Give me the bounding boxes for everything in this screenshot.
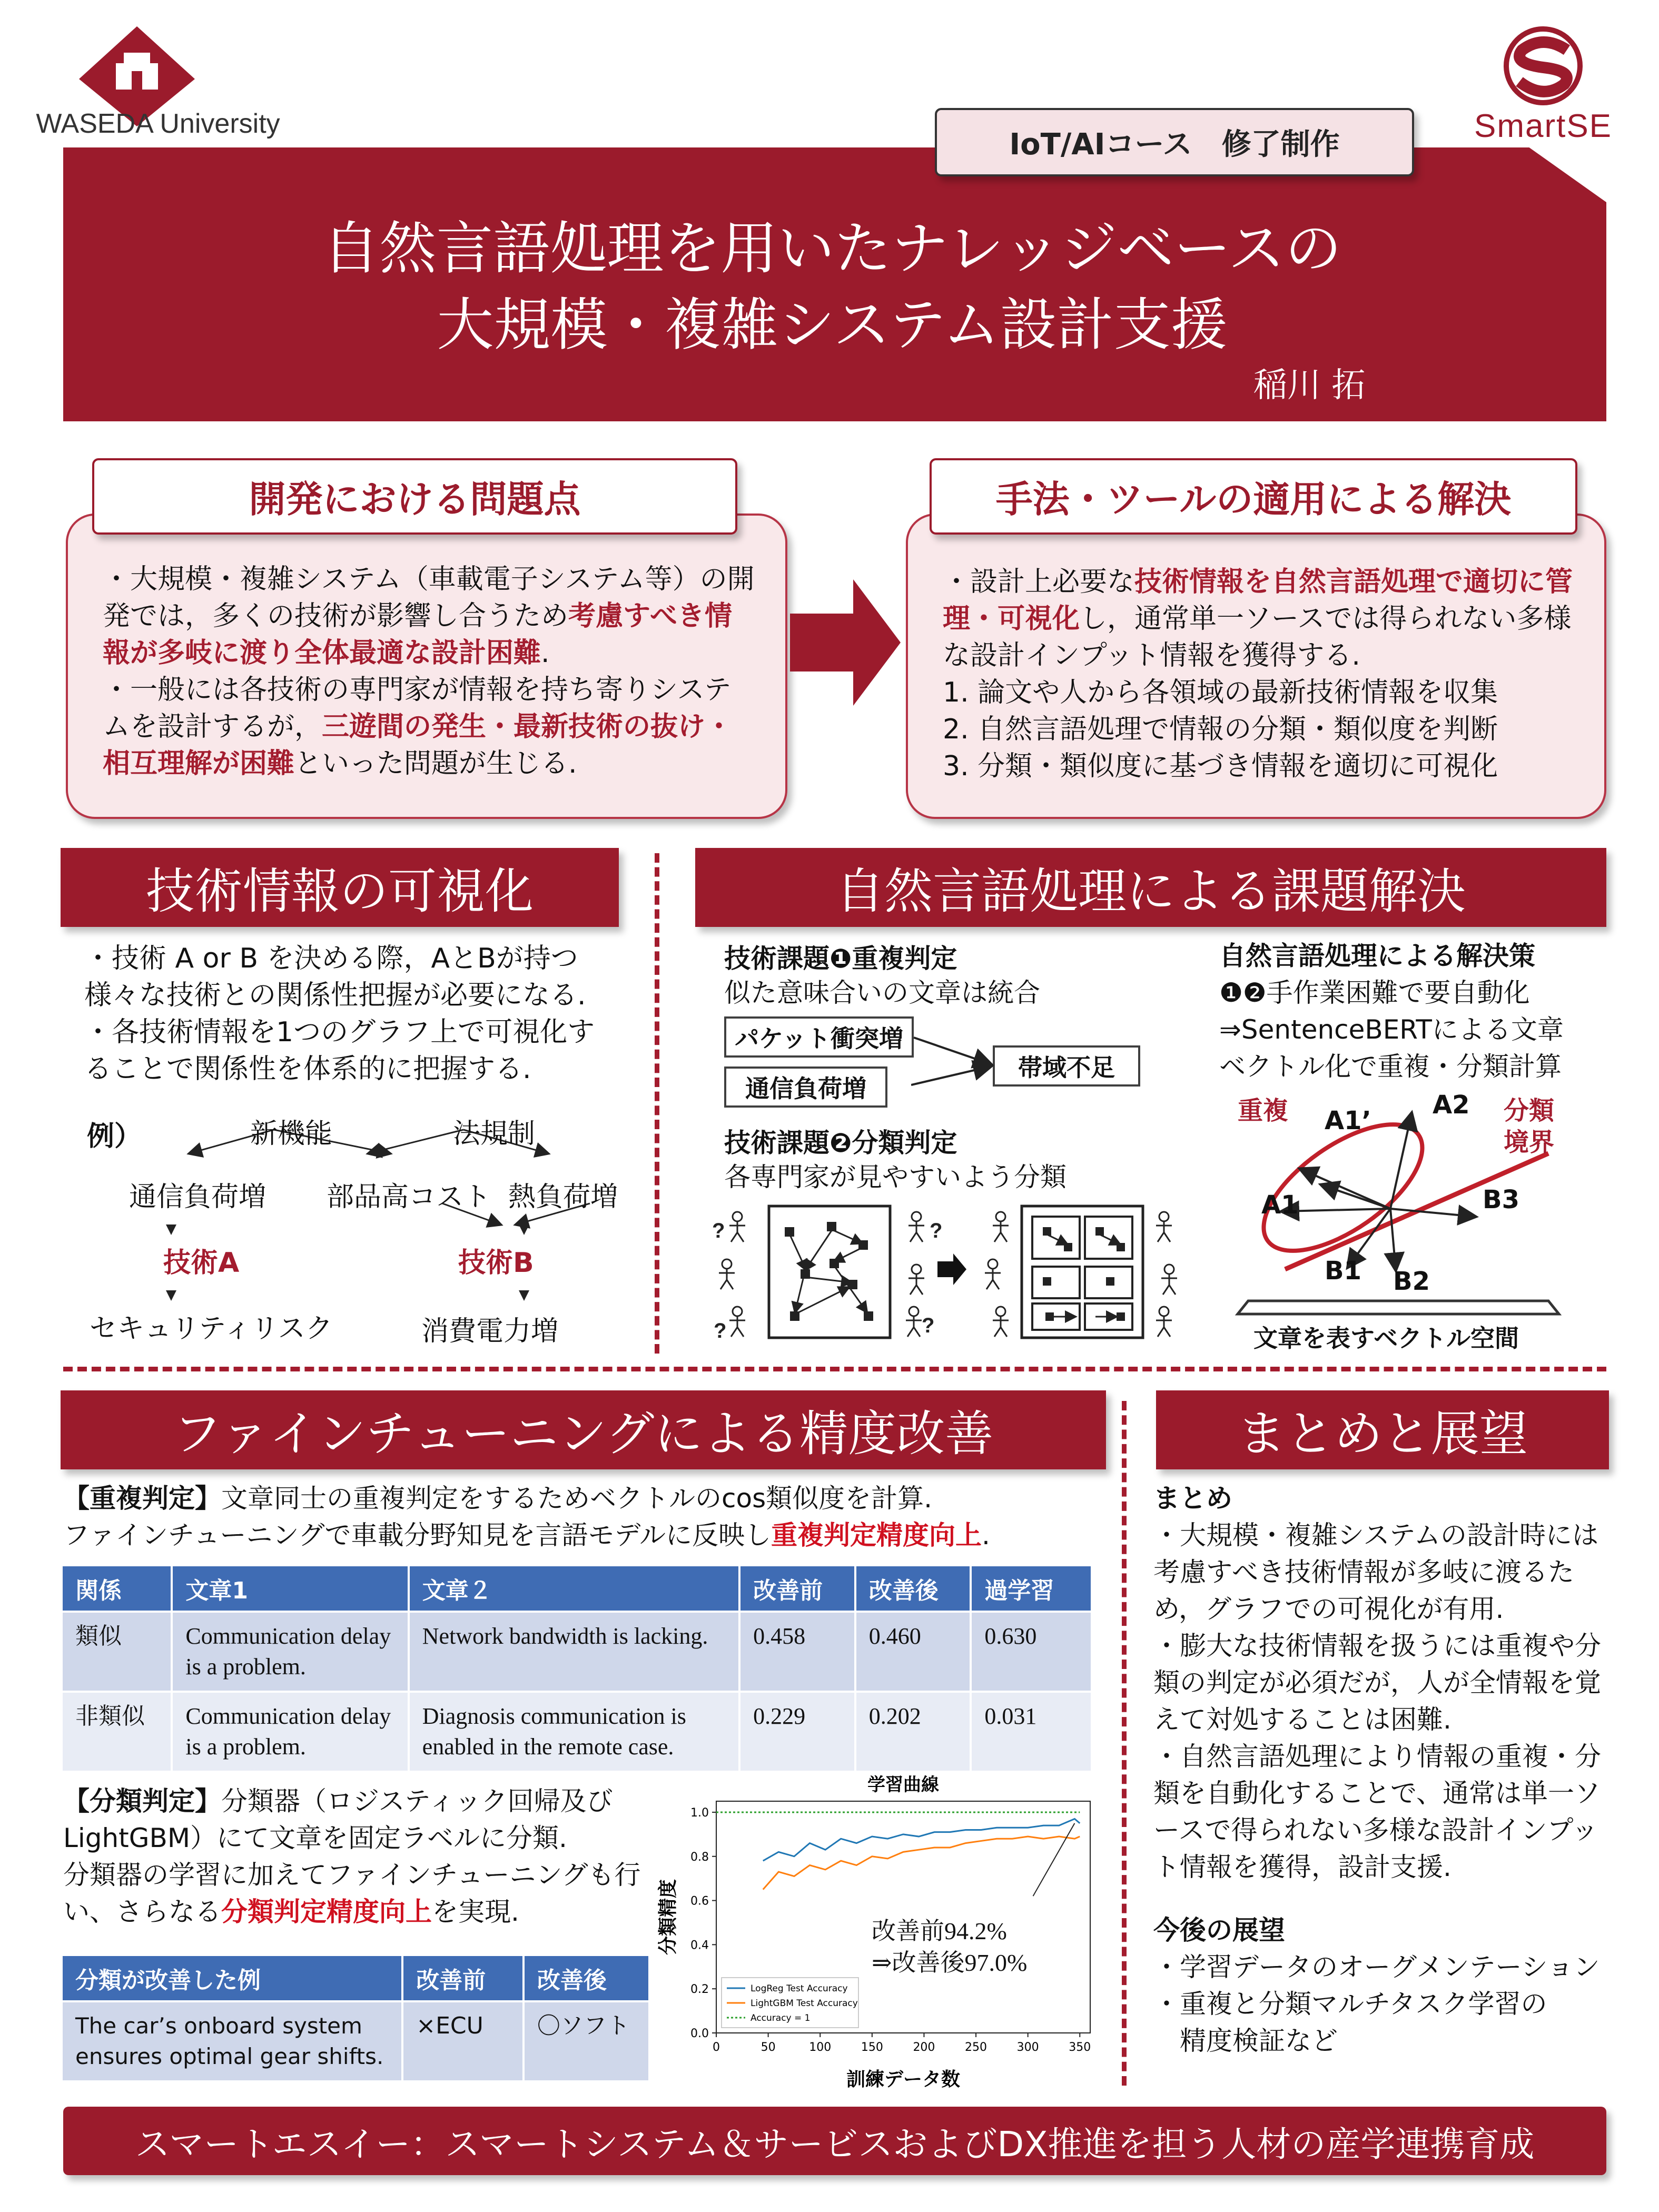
dup-highlight: 重複判定精度向上 [771, 1520, 982, 1551]
x-tick-label: 50 [761, 2041, 776, 2054]
table-cell: The car’s onboard system ensures optimal gear shifts. [62, 2001, 402, 2081]
y-tick-label: 0.2 [690, 1983, 709, 1997]
cls-th-after: 改善後 [524, 1955, 649, 2001]
summary-heading: まとめと展望 [1156, 1390, 1609, 1469]
table-cell: Diagnosis communication is enabled in the remote case. [409, 1692, 739, 1772]
node-new-feature: 新機能 [250, 1118, 333, 1150]
example-label: 例） [87, 1121, 142, 1152]
chart-annotation-line-2: ⇒改善後97.0% [872, 1949, 1028, 1976]
dup-table-header [62, 1565, 1092, 1612]
nlp-heading: 自然言語処理による課題解決 [695, 848, 1606, 927]
node-security: セキュリティリスク [90, 1313, 333, 1345]
vec-label-b3: B3 [1483, 1185, 1519, 1214]
y-tick-label: 1.0 [690, 1806, 709, 1820]
smartse-emblem-icon [1454, 26, 1633, 105]
cls-th-example: 分類が改善した例 [62, 1955, 402, 2001]
svg-text:?: ? [930, 1219, 943, 1242]
vec-label-a1p: A1’ [1325, 1106, 1371, 1135]
node-power: 消費電力増 [421, 1316, 559, 1347]
vector-space-caption: 文章を表すベクトル空間 [1253, 1324, 1519, 1352]
dup-text-b: ファインチューニングで車載分野知見を言語モデルに反映し [63, 1520, 771, 1551]
visualize-line-1: ・技術 A or B を決める際，AとBが持つ様々な技術との関係性把握が必要になる. [84, 943, 586, 1011]
table-row [62, 1692, 1092, 1772]
solution-step-1: 1. 論文や人から各領域の最新技術情報を収集 [943, 677, 1498, 708]
table-cell: 非類似 [62, 1692, 172, 1772]
smartse-name: SmartSE [1474, 108, 1613, 144]
table-cell: ×ECU [402, 2001, 524, 2081]
legend-label-1: LogReg Test Accuracy [750, 1983, 848, 1994]
university-name: WASEDA University [36, 108, 280, 139]
dup-line-2 [63, 1517, 1117, 1554]
table-row [62, 1612, 1092, 1692]
legend-label-3: Accuracy = 1 [750, 2013, 811, 2023]
summary-item-1: ・大規模・複雑システムの設計時には考慮すべき技術情報が多岐に渡るため，グラフでの可視化が有用. [1153, 1520, 1598, 1624]
vec-label-class-a: 分類 [1504, 1096, 1555, 1125]
divider-vertical-1 [655, 853, 659, 1354]
pill-packet: パケット衝突増 [724, 1016, 914, 1058]
divider-vertical-2 [1122, 1401, 1127, 2086]
dup-th-sentence2: 文章２ [409, 1565, 739, 1612]
solution-p1: ・設計上必要な [943, 566, 1135, 598]
footer-banner: スマートエスイー：スマートシステム＆サービスおよびDX推進を担う人材の産学連携育成 [63, 2107, 1606, 2175]
future-item-3: 精度検証など [1153, 2026, 1338, 2056]
visualize-heading: 技術情報の可視化 [61, 848, 619, 927]
y-tick-label: 0.8 [690, 1850, 709, 1864]
solution-heading: 手法・ツールの適用による解決 [930, 458, 1577, 535]
task2-desc: 各専門家が見やすいよう分類 [724, 1162, 1066, 1192]
x-tick-label: 0 [713, 2041, 720, 2054]
vec-label-b2: B2 [1393, 1267, 1430, 1296]
dup-th-after: 改善後 [855, 1565, 971, 1612]
y-axis-label: 分類精度 [657, 1879, 679, 1956]
svg-text:?: ? [714, 1319, 727, 1342]
solution-p1-end: し，通常単一ソースでは得られない多様な設計インプット情報を獲得する. [943, 603, 1572, 671]
future-item-2: ・重複と分類マルチタスク学習の [1153, 1989, 1547, 2019]
node-tech-b: 技術B [458, 1247, 534, 1279]
cls-text-a: 分類器（ロジスティック回帰及びLightGBM）にて文章を固定ラベルに分類. [63, 1786, 613, 1853]
dup-table [61, 1564, 1093, 1773]
y-tick-label: 0.4 [690, 1939, 709, 1952]
solution-step-2: 2. 自然言語処理で情報の分類・類似度を判断 [943, 714, 1498, 745]
task2-title: 技術課題❷分類判定 [724, 1128, 957, 1158]
x-tick-label: 100 [809, 2041, 832, 2054]
table-cell: 0.630 [971, 1612, 1092, 1692]
x-axis-label: 訓練データ数 [846, 2069, 961, 2090]
title-line1: 自然言語処理を用いたナレッジベースの [322, 216, 1342, 282]
table-cell: 0.229 [739, 1692, 855, 1772]
finetune-heading: ファインチューニングによる精度改善 [61, 1390, 1106, 1469]
table-cell: 〇ソフト [524, 2001, 649, 2081]
dup-text-c: . [982, 1520, 990, 1551]
problem-text [103, 561, 756, 782]
task1-title: 技術課題❶重複判定 [724, 943, 957, 974]
table-cell: 0.202 [855, 1692, 971, 1772]
chart-title: 学習曲線 [867, 1774, 939, 1795]
y-tick-label: 0.6 [690, 1894, 709, 1908]
cls-text-c: を実現. [432, 1897, 519, 1927]
svg-text:?: ? [922, 1314, 935, 1337]
nlp-solution-line-3: ベクトル化で重複・分類計算 [1219, 1051, 1562, 1082]
summary-item-3: ・自然言語処理により情報の重複・分類を自動化することで、通常は単一ソースで得られない多様な設計インプット情報を獲得，設計支援. [1153, 1741, 1601, 1882]
future-subheading: 今後の展望 [1153, 1915, 1285, 1946]
table-row [62, 2001, 649, 2081]
smartse-logo [1454, 26, 1633, 144]
problem-p1: ・大規模・複雑システム（車載電子システム等）の開発では，多くの技術が影響し合うため [103, 564, 755, 632]
future-item-1: ・学習データのオーグメンテーション [1153, 1952, 1600, 1982]
problem-p2: ・一般には各技術の専門家が情報を持ち寄りシステムを設計するが， [103, 674, 732, 743]
author: 稲川 拓 [1253, 366, 1366, 405]
summary-subheading: まとめ [1153, 1483, 1232, 1514]
y-tick-label: 0.0 [690, 2027, 709, 2040]
x-tick-label: 200 [913, 2041, 935, 2054]
visualize-text [84, 940, 611, 1088]
vector-space [1222, 1090, 1601, 1359]
dup-th-before: 改善前 [739, 1565, 855, 1612]
cls-th-before: 改善前 [402, 1955, 524, 2001]
cls-text-b: 分類器の学習に加えてファインチューニングも行い、さらなる [63, 1860, 641, 1927]
dup-line-1 [63, 1480, 1117, 1517]
right-arrow-icon [790, 579, 901, 706]
problem-p1-end: . [541, 637, 550, 669]
dup-text-a: 文章同士の重複判定をするためベクトルのcos類似度を計算. [221, 1483, 933, 1514]
nlp-solution-line-2: ⇒SentenceBERTによる文章 [1219, 1014, 1564, 1045]
table-cell: 0.458 [739, 1612, 855, 1692]
cls-table [61, 1954, 650, 2082]
x-tick-label: 300 [1016, 2041, 1039, 2054]
divider-horizontal [63, 1367, 1606, 1371]
x-tick-label: 350 [1069, 2041, 1091, 2054]
visualize-line-2: ・各技術情報を1つのグラフ上で可視化することで関係性を体系的に把握する. [84, 1016, 595, 1085]
x-tick-label: 150 [861, 2041, 883, 2054]
vec-label-dup: 重複 [1238, 1096, 1289, 1125]
problem-p1-highlight: 考慮すべき情報が多岐に渡り全体最適な設計困難 [103, 600, 732, 669]
svg-text:?: ? [712, 1219, 725, 1242]
tech-graph [63, 1106, 643, 1359]
problem-heading: 開発における問題点 [92, 458, 737, 535]
node-comm-load: 通信負荷増 [129, 1181, 266, 1213]
dup-th-relation: 関係 [62, 1565, 172, 1612]
table-cell: 類似 [62, 1612, 172, 1692]
solution-p1-highlight: 技術情報を自然言語処理で適切に管理・可視化 [943, 566, 1573, 635]
vec-label-b1: B1 [1325, 1256, 1361, 1286]
table-cell: Communication delay is a problem. [172, 1612, 408, 1692]
solution-text [943, 564, 1575, 785]
x-tick-label: 250 [965, 2041, 987, 2054]
course-tag: IoT/AIコース 修了制作 [935, 108, 1414, 176]
vec-label-a1: A1 [1261, 1190, 1299, 1220]
cls-text [63, 1783, 648, 1930]
cls-label: 【分類判定】 [63, 1786, 221, 1816]
dup-text [63, 1480, 1117, 1554]
solution-step-3: 3. 分類・類似度に基づき情報を適切に可視化 [943, 750, 1498, 782]
vec-label-a2: A2 [1433, 1090, 1470, 1120]
dup-th-sentence1: 文章1 [172, 1565, 408, 1612]
vec-label-class-b: 境界 [1504, 1128, 1555, 1157]
table-cell: 0.031 [971, 1692, 1092, 1772]
table-cell: 0.460 [855, 1612, 971, 1692]
cls-table-header [62, 1955, 649, 2001]
node-heat: 熱負荷増 [508, 1181, 618, 1213]
pill-bandwidth: 帯域不足 [993, 1045, 1140, 1087]
legend-label-2: LightGBM Test Accuracy [750, 1998, 858, 2009]
dup-th-overfit: 過学習 [971, 1565, 1092, 1612]
learning-curve-chart [653, 1770, 1106, 2091]
problem-p2-highlight: 三遊間の発生・最新技術の抜け・相互理解が困難 [103, 711, 733, 779]
nlp-solution-line-1: ❶❷手作業困難で要自動化 [1219, 977, 1530, 1008]
title-line2: 大規模・複雑システム設計支援 [437, 292, 1228, 358]
node-law: 法規制 [453, 1118, 536, 1150]
cls-highlight: 分類判定精度向上 [221, 1897, 432, 1927]
nlp-solution-title: 自然言語処理による解決策 [1219, 941, 1535, 971]
chart-annotation-line-1: 改善前94.2% [872, 1918, 1007, 1944]
table-cell: Network bandwidth is lacking. [409, 1612, 739, 1692]
merge-arrows [911, 1032, 995, 1090]
node-parts-cost: 部品高コスト [327, 1181, 491, 1213]
pill-comm: 通信負荷増 [724, 1066, 887, 1108]
table-cell: Communication delay is a problem. [172, 1692, 408, 1772]
dup-label: 【重複判定】 [63, 1483, 221, 1514]
problem-p2-end: といった問題が生じる. [294, 748, 577, 779]
classification-illustration [706, 1196, 1190, 1354]
task1-desc: 似た意味合いの文章は統合 [724, 977, 1040, 1008]
summary-item-2: ・膨大な技術情報を扱うには重複や分類の判定が必須だが，人が全情報を覚えて対処することは困難. [1153, 1631, 1601, 1735]
summary-body [1153, 1480, 1606, 2059]
node-tech-a: 技術A [163, 1247, 240, 1279]
